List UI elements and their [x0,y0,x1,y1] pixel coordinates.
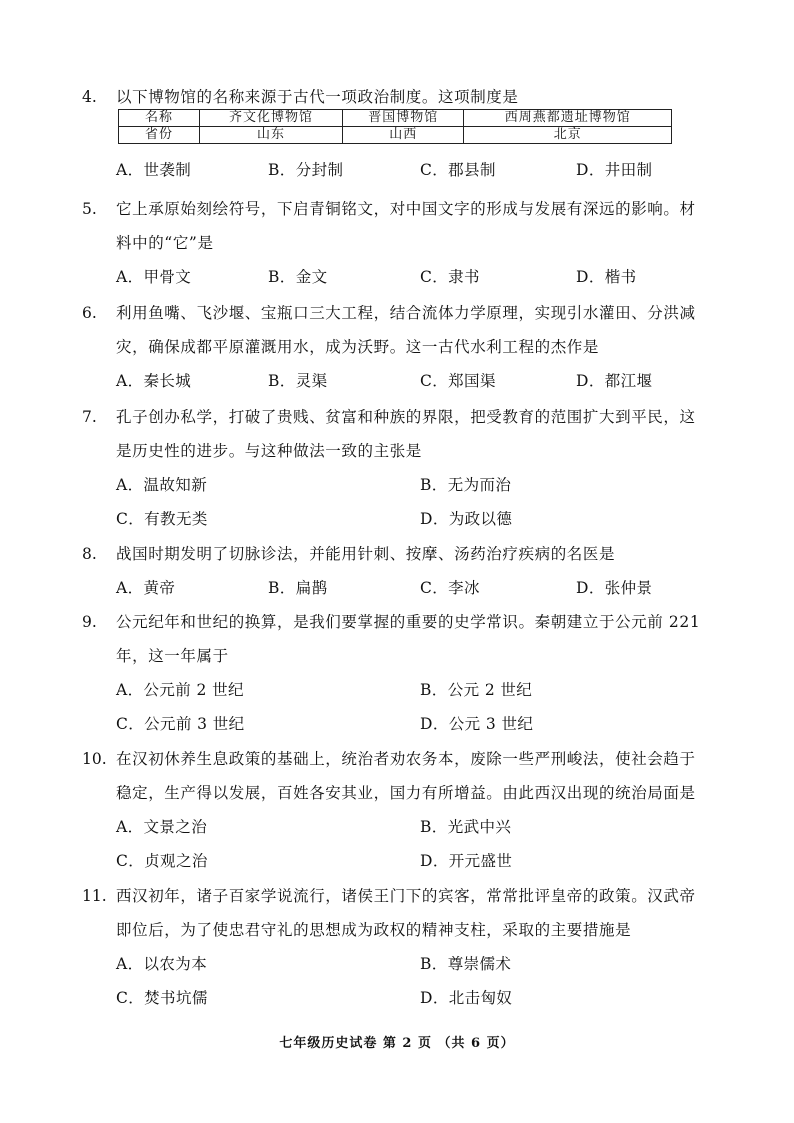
question-stem: 以下博物馆的名称来源于古代一项政治制度。这项制度是 [116,88,519,106]
question-stem-continued: 是历史性的进步。与这种做法一致的主张是 [116,442,422,460]
table-cell: 齐文化博物馆 [200,110,343,127]
option-c: C．李冰 [420,579,480,597]
table-cell: 西周燕都遗址博物馆 [464,110,672,127]
option-a: A．以农为本 [116,955,208,973]
option-d: D．楷书 [576,268,637,286]
question-5 [82,192,722,294]
option-d: D．北击匈奴 [420,989,513,1007]
question-stem: 在汉初休养生息政策的基础上，统治者劝农务本，废除一些严刑峻法，使社会趋于 [116,750,696,768]
option-c: C．公元前 3 世纪 [116,715,245,733]
question-stem: 战国时期发明了切脉诊法，并能用针刺、按摩、汤药治疗疾病的名医是 [116,545,616,563]
option-a: A．世袭制 [116,161,192,179]
option-d: D．公元 3 世纪 [420,715,534,733]
option-b: B．公元 2 世纪 [420,681,533,699]
option-b: B．尊崇儒术 [420,955,512,973]
table-row [119,110,672,127]
question-stem-continued: 料中的“它”是 [116,234,214,252]
question-stem-continued: 稳定，生产得以发展，百姓各安其业，国力有所增益。由此西汉出现的统治局面是 [116,784,696,802]
option-b: B．灵渠 [268,372,328,390]
question-10 [82,742,722,878]
option-d: D．为政以德 [420,510,513,528]
table-row [119,127,672,144]
museum-table [118,109,672,144]
option-d: D．都江堰 [576,372,653,390]
question-number: 9. [82,613,97,631]
table-cell: 晋国博物馆 [342,110,463,127]
question-number: 7. [82,408,97,426]
question-9 [82,605,722,741]
question-stem: 孔子创办私学，打破了贵贱、贫富和种族的界限，把受教育的范围扩大到平民，这 [116,408,696,426]
question-6 [82,296,722,398]
option-a: A．文景之治 [116,818,208,836]
question-8 [82,537,722,605]
question-stem: 西汉初年，诸子百家学说流行，诸侯王门下的宾客，常常批评皇帝的政策。汉武帝 [116,887,696,905]
question-number: 4. [82,88,97,106]
option-c: C．郑国渠 [420,372,496,390]
option-a: A．甲骨文 [116,268,192,286]
table-cell: 山西 [342,127,463,144]
question-stem: 它上承原始刻绘符号，下启青铜铭文，对中国文字的形成与发展有深远的影响。材 [116,200,696,218]
option-b: B．金文 [268,268,328,286]
question-number: 8. [82,545,97,563]
option-a: A．黄帝 [116,579,176,597]
option-c: C．贞观之治 [116,852,208,870]
question-stem-continued: 即位后，为了使忠君守礼的思想成为政权的精神支柱，采取的主要措施是 [116,921,632,939]
option-a: A．秦长城 [116,372,192,390]
table-cell: 北京 [464,127,672,144]
option-d: D．张仲景 [576,579,653,597]
question-11 [82,879,722,1015]
option-c: C．有教无类 [116,510,208,528]
table-cell: 山东 [200,127,343,144]
option-d: D．井田制 [576,161,653,179]
question-stem: 利用鱼嘴、飞沙堰、宝瓶口三大工程，结合流体力学原理，实现引水灌田、分洪减 [116,304,696,322]
option-b: B．扁鹊 [268,579,328,597]
question-4-options [82,153,722,187]
question-number: 6. [82,304,97,322]
option-c: C．隶书 [420,268,480,286]
page-footer: 七年级历史试卷 第 2 页 （共 6 页） [279,1036,515,1051]
option-c: C．郡县制 [420,161,496,179]
table-cell: 名称 [119,110,200,127]
question-stem-continued: 年，这一年属于 [116,647,229,665]
option-a: A．公元前 2 世纪 [116,681,244,699]
option-b: B．分封制 [268,161,344,179]
question-stem-continued: 灾，确保成都平原灌溉用水，成为沃野。这一古代水利工程的杰作是 [116,338,600,356]
question-stem: 公元纪年和世纪的换算，是我们要掌握的重要的史学常识。秦朝建立于公元前 221 [116,613,701,631]
option-a: A．温故知新 [116,476,208,494]
option-b: B．光武中兴 [420,818,512,836]
option-c: C．焚书坑儒 [116,989,208,1007]
question-number: 10. [82,750,107,768]
question-7 [82,400,722,536]
question-number: 5. [82,200,97,218]
table-cell: 省份 [119,127,200,144]
question-number: 11. [82,887,107,905]
option-b: B．无为而治 [420,476,512,494]
option-d: D．开元盛世 [420,852,513,870]
